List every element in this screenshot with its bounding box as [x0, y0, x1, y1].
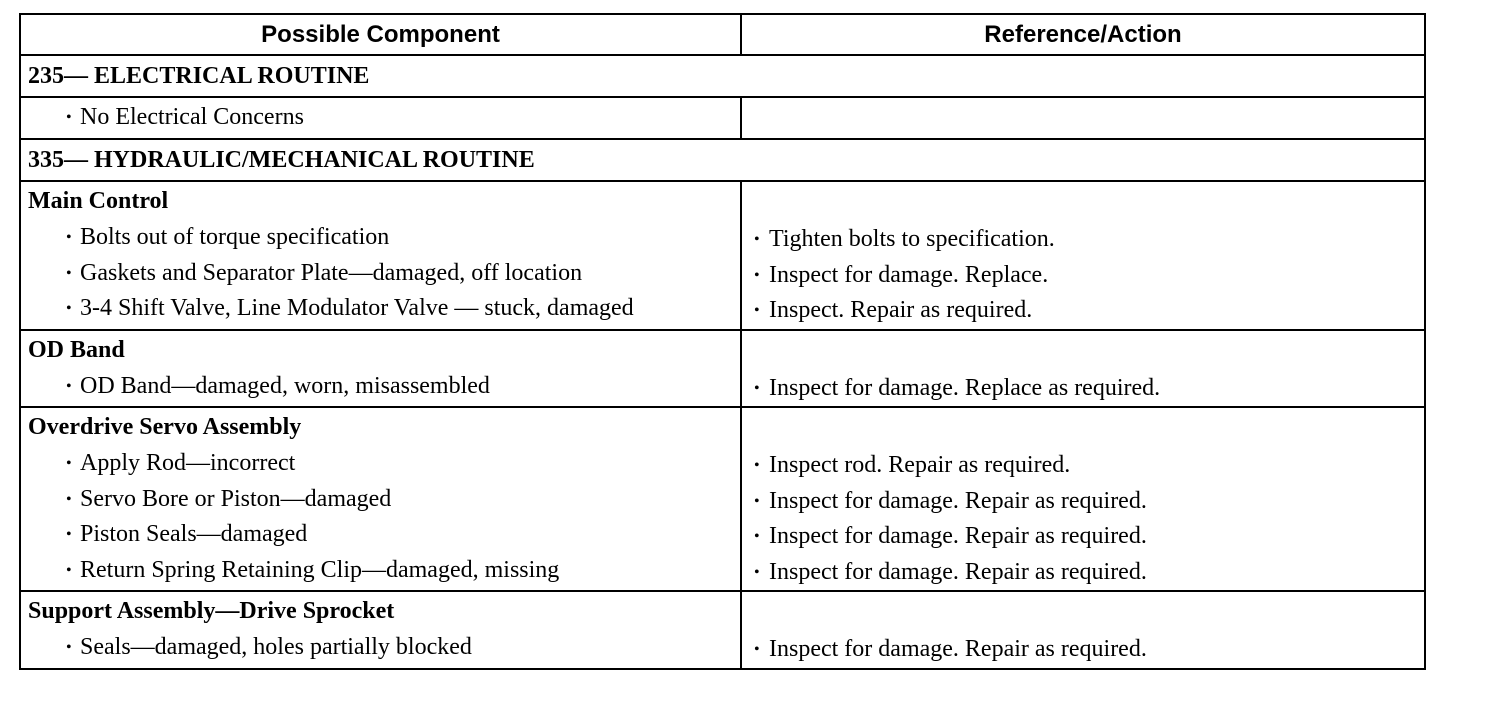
list-item: • Return Spring Retaining Clip—damaged, missing: [21, 553, 740, 589]
action-item: • Inspect for damage. Repair as required.: [742, 484, 1424, 520]
list-item: • No Electrical Concerns: [21, 100, 740, 136]
action-item: • Inspect for damage. Repair as required.: [742, 632, 1424, 668]
component-cell: [20, 181, 741, 330]
action-item: • Inspect for damage. Repair as required.: [742, 555, 1424, 591]
list-item: • Seals—damaged, holes partially blocked: [21, 630, 740, 666]
list-item: • 3-4 Shift Valve, Line Modulator Valve — stuck, damaged: [21, 291, 740, 327]
header-possible-component: Possible Component: [20, 14, 741, 55]
action-item: • Tighten bolts to specification.: [742, 222, 1424, 258]
action-item: • Inspect for damage. Repair as required.: [742, 519, 1424, 555]
action-item: • Inspect. Repair as required.: [742, 293, 1424, 329]
section-row: [20, 139, 1425, 181]
action-item: • Inspect rod. Repair as required.: [742, 448, 1424, 484]
action-cell: [741, 330, 1425, 408]
group-heading: OD Band: [28, 336, 125, 363]
action-item: • Inspect for damage. Replace as required.: [742, 371, 1424, 407]
section-title-electrical: 235— ELECTRICAL ROUTINE: [20, 55, 1425, 97]
list-item: • Piston Seals—damaged: [21, 517, 740, 553]
list-item: • Servo Bore or Piston—damaged: [21, 482, 740, 518]
group-support-assembly: [20, 591, 1425, 669]
action-cell: [741, 97, 1425, 139]
list-item: • Bolts out of torque specification: [21, 220, 740, 256]
table-row: [20, 97, 1425, 139]
group-heading: Overdrive Servo Assembly: [28, 414, 302, 440]
list-item: • Gaskets and Separator Plate—damaged, off location: [21, 256, 740, 292]
action-item: • Inspect for damage. Replace.: [742, 258, 1424, 294]
list-item: • Apply Rod—incorrect: [21, 446, 740, 482]
component-cell: [20, 330, 741, 408]
section-row: [20, 55, 1425, 97]
action-cell: [741, 591, 1425, 669]
diagnosis-table: [19, 13, 1426, 670]
group-main-control: [20, 181, 1425, 330]
header-reference-action: Reference/Action: [741, 14, 1425, 55]
section-title-hydraulic: 335— HYDRAULIC/MECHANICAL ROUTINE: [20, 139, 1425, 181]
component-cell: [20, 407, 741, 591]
list-item: • OD Band—damaged, worn, misassembled: [21, 369, 740, 405]
component-cell: [20, 97, 741, 139]
component-cell: [20, 591, 741, 669]
group-od-band: [20, 330, 1425, 408]
group-overdrive-servo: [20, 407, 1425, 591]
header-row: [20, 14, 1425, 55]
group-heading: Support Assembly—Drive Sprocket: [28, 598, 395, 624]
group-heading: Main Control: [28, 188, 169, 214]
action-cell: [741, 181, 1425, 330]
action-cell: [741, 407, 1425, 591]
